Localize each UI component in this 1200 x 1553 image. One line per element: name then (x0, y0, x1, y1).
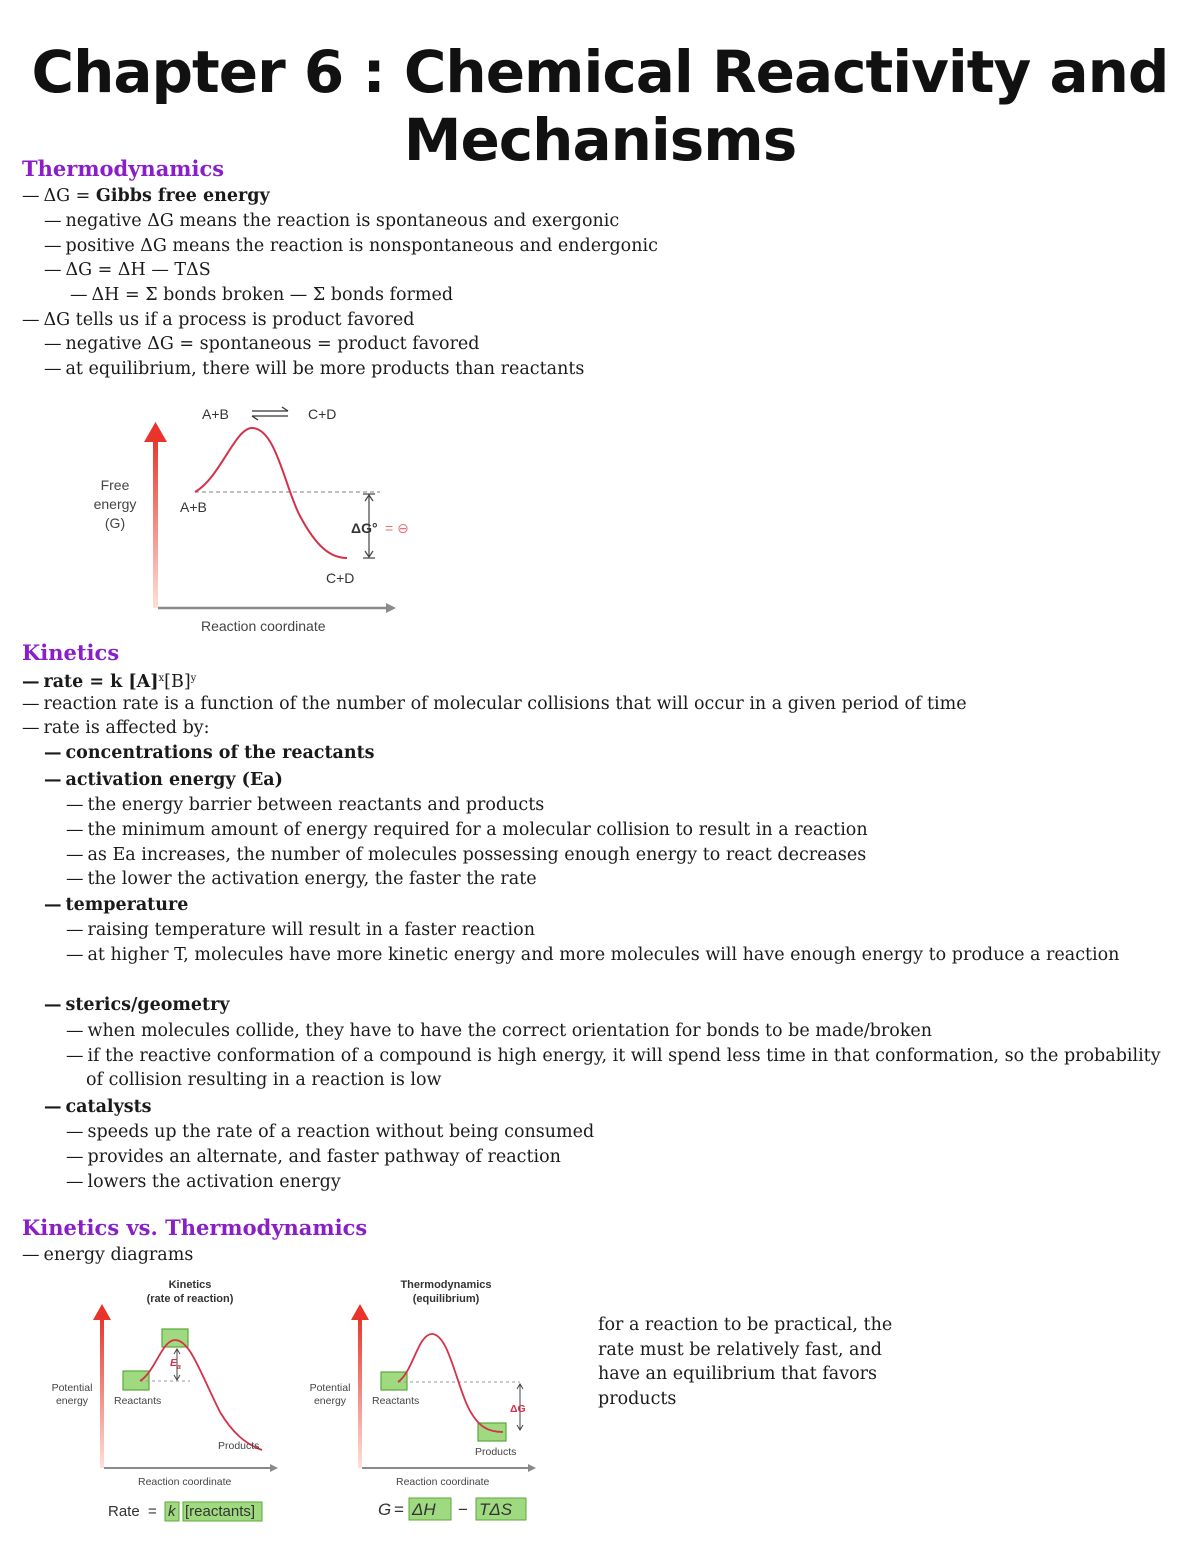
kinetics-energy-diagram (40, 1272, 290, 1527)
fig3-x-axis-arrowhead-icon (528, 1464, 536, 1472)
fig2-eq-rate: Rate (108, 1503, 140, 1520)
kvt-line-1 (22, 1243, 193, 1267)
thermo-line-3 (44, 234, 658, 258)
kinetics-line-3-text: concentrations of the reactants (65, 743, 375, 763)
dash: — (66, 845, 84, 865)
fig3-eq-dh: ΔH (412, 1500, 436, 1519)
rate-law (22, 667, 196, 694)
thermo-line-2-text: negative ΔG means the reaction is spontaneous and exergonic (65, 211, 620, 231)
kinetics-line-4-text: activation energy (Ea) (65, 770, 283, 790)
fig3-products-label: Products (475, 1446, 517, 1458)
kinetics-line-15-text: catalysts (65, 1097, 152, 1117)
kinetics-line-11 (66, 943, 1176, 967)
dash: — (44, 211, 62, 231)
dash: — (66, 920, 84, 940)
fig2-eq-equals: = (148, 1503, 157, 1520)
kinetics-line-13 (66, 1019, 932, 1043)
thermodynamics-energy-diagram (298, 1272, 548, 1527)
kinetics-line-11-text: at higher T, molecules have more kinetic energy and more molecules will have enough energy to produce a reaction (87, 945, 1120, 965)
dash: — (66, 820, 84, 840)
kinetics-line-18 (66, 1170, 341, 1194)
kinetics-line-5-text: the energy barrier between reactants and products (87, 795, 545, 815)
thermo-line-3-text: positive ΔG means the reaction is nonspontaneous and endergonic (65, 236, 658, 256)
fig3-eq-equals: = (394, 1500, 404, 1519)
thermo-line-6 (22, 308, 414, 332)
kinetics-line-17 (66, 1145, 561, 1169)
fig2-reactants-label: Reactants (114, 1395, 162, 1407)
kinetics-line-5 (66, 793, 544, 817)
thermo-line-4-text: ΔG = ΔH — TΔS (65, 260, 211, 280)
dash: — (22, 1245, 40, 1265)
dash: — (44, 770, 62, 790)
heading-kinetics: Kinetics (22, 640, 120, 665)
fig3-y-axis-arrow-icon (358, 1316, 362, 1468)
kinetics-line-14-text: if the reactive conformation of a compound is high energy, it will spend less time in that conformation, so the probability of collision resulting in a reaction is low (86, 1046, 1161, 1090)
dash: — (22, 718, 40, 738)
rate-law-a: rate = k [A] (43, 672, 159, 692)
kinetics-line-6-text: the minimum amount of energy required for a molecular collision to result in a reaction (87, 820, 868, 840)
free-energy-diagram (80, 398, 440, 638)
thermo-line-5-text: ΔH = Σ bonds broken — Σ bonds formed (91, 285, 454, 305)
kinetics-line-3 (44, 741, 375, 765)
kinetics-line-15 (44, 1095, 152, 1119)
fig1-ylabel-3: (G) (104, 515, 126, 531)
y-axis-arrowhead-icon (144, 422, 167, 442)
dash: — (66, 795, 84, 815)
fig1-reaction-curve (195, 428, 347, 558)
dash: — (66, 1122, 84, 1142)
kinetics-line-2 (22, 716, 210, 740)
kinetics-line-6 (66, 818, 868, 842)
fig2-y-axis-arrow-icon (100, 1316, 104, 1468)
fig2-xlabel: Reaction coordinate (138, 1476, 232, 1488)
fig3-eq-minus: − (458, 1500, 468, 1519)
fig3-ylabel-2: energy (313, 1395, 347, 1407)
fig3-dg-label: ΔG (510, 1403, 526, 1415)
fig2-ylabel-1: Potential (51, 1382, 93, 1394)
thermo-line-1 (22, 184, 270, 208)
kinetics-line-10-text: raising temperature will result in a faster reaction (87, 920, 535, 940)
fig2-ea-sub: a (177, 1364, 181, 1371)
dash: — (44, 1097, 62, 1117)
fig2-title-1: Kinetics (168, 1279, 212, 1291)
fig1-top-right: C+D (308, 406, 337, 422)
thermo-line-6-text: ΔG tells us if a process is product favored (43, 310, 415, 330)
kinetics-line-7 (66, 843, 866, 867)
fig1-ylabel-2: energy (93, 496, 137, 512)
fig3-title-1: Thermodynamics (400, 1279, 492, 1291)
dash: — (44, 895, 62, 915)
thermo-line-8-text: at equilibrium, there will be more products than reactants (65, 359, 585, 379)
fig2-y-axis-arrowhead-icon (93, 1304, 111, 1320)
kinetics-line-10 (66, 918, 535, 942)
fig2-ea-label (170, 1357, 181, 1371)
heading-kinetics-vs-thermodynamics: Kinetics vs. Thermodynamics (22, 1215, 368, 1240)
kinetics-line-9 (44, 893, 188, 917)
thermo-line-2 (44, 209, 619, 233)
fig2-products-label: Products (218, 1440, 260, 1452)
dash: — (66, 1021, 84, 1041)
kinetics-line-9-text: temperature (65, 895, 189, 915)
dash: — (22, 186, 40, 206)
kinetics-line-4 (44, 768, 283, 792)
rate-law-b: [B] (164, 672, 191, 692)
thermo-line-1-bold: Gibbs free energy (95, 186, 270, 206)
kinetics-line-16 (66, 1120, 594, 1144)
rate-law-y: y (190, 673, 197, 684)
thermo-line-5 (70, 283, 453, 307)
fig1-dg-sign: = ⊖ (385, 520, 409, 536)
dash: — (44, 995, 62, 1015)
kinetics-line-8 (66, 867, 537, 891)
fig1-xlabel: Reaction coordinate (201, 618, 326, 634)
fig3-eq-g: G (378, 1500, 392, 1519)
thermo-line-8 (44, 357, 584, 381)
dash: — (22, 672, 40, 692)
fig2-title-2: (rate of reaction) (146, 1293, 234, 1305)
rate-law-x: x (158, 673, 165, 684)
fig1-dg-label: ΔG° (351, 520, 378, 536)
kvt-line-1-text: energy diagrams (43, 1245, 194, 1265)
dash: — (44, 260, 62, 280)
kinetics-line-17-text: provides an alternate, and faster pathway of reaction (87, 1147, 561, 1167)
y-axis-arrow-icon (153, 436, 158, 608)
fig3-xlabel: Reaction coordinate (396, 1476, 490, 1488)
fig1-ylabel-1: Free (100, 477, 130, 493)
fig1-product-label: C+D (326, 570, 355, 586)
x-axis-arrowhead-icon (386, 603, 396, 613)
kinetics-line-1 (22, 692, 967, 716)
thermo-line-4 (44, 258, 211, 282)
equilibrium-arrows-icon (252, 407, 288, 420)
fig2-eq-reactants: [reactants] (185, 1503, 256, 1520)
dash: — (66, 1046, 84, 1066)
dash: — (70, 285, 88, 305)
fig3-reactant-highlight (381, 1372, 407, 1390)
dash: — (22, 310, 40, 330)
fig3-title-2: (equilibrium) (412, 1293, 480, 1305)
dash: — (66, 945, 84, 965)
heading-thermodynamics: Thermodynamics (22, 156, 225, 181)
fig2-ea-e: E (170, 1357, 178, 1369)
fig3-y-axis-arrowhead-icon (351, 1304, 369, 1320)
kinetics-line-8-text: the lower the activation energy, the faster the rate (87, 869, 537, 889)
fig2-ylabel-2: energy (55, 1395, 89, 1407)
fig3-reaction-curve (398, 1334, 503, 1432)
dash: — (66, 1172, 84, 1192)
dash: — (44, 743, 62, 763)
kinetics-line-7-text: as Ea increases, the number of molecules possessing enough energy to react decreases (87, 845, 867, 865)
fig3-eq-tds: TΔS (479, 1500, 513, 1519)
thermo-line-1-text: ΔG = (43, 186, 96, 206)
kinetics-line-12 (44, 993, 230, 1017)
kinetics-line-18-text: lowers the activation energy (87, 1172, 341, 1192)
fig2-x-axis-arrowhead-icon (270, 1464, 278, 1472)
kinetics-line-14 (66, 1044, 1176, 1092)
dash: — (44, 236, 62, 256)
fig2-eq-k: k (168, 1503, 176, 1520)
page-title: Chapter 6 : Chemical Reactivity and Mechanisms (31, 38, 1169, 174)
kinetics-line-12-text: sterics/geometry (65, 995, 230, 1015)
dash: — (44, 359, 62, 379)
fig1-top-left: A+B (202, 406, 229, 422)
thermo-line-7-text: negative ΔG = spontaneous = product favored (65, 334, 480, 354)
fig3-ylabel-1: Potential (309, 1382, 351, 1394)
dash: — (44, 334, 62, 354)
fig1-reactant-label: A+B (180, 499, 207, 515)
fig3-reactants-label: Reactants (372, 1395, 420, 1407)
fig2-reactant-highlight (123, 1371, 149, 1390)
kinetics-line-1-text: reaction rate is a function of the number of molecular collisions that will occur in a given period of time (43, 694, 967, 714)
dash: — (66, 1147, 84, 1167)
kinetics-line-2-text: rate is affected by: (43, 718, 210, 738)
side-note: for a reaction to be practical, the rate must be relatively fast, and have an equilibrium that favors products (598, 1315, 893, 1409)
dash: — (66, 869, 84, 889)
kinetics-line-13-text: when molecules collide, they have to have the correct orientation for bonds to be made/broken (87, 1021, 933, 1041)
thermo-line-7 (44, 332, 480, 356)
kinetics-line-16-text: speeds up the rate of a reaction without being consumed (87, 1122, 595, 1142)
dash: — (22, 694, 40, 714)
